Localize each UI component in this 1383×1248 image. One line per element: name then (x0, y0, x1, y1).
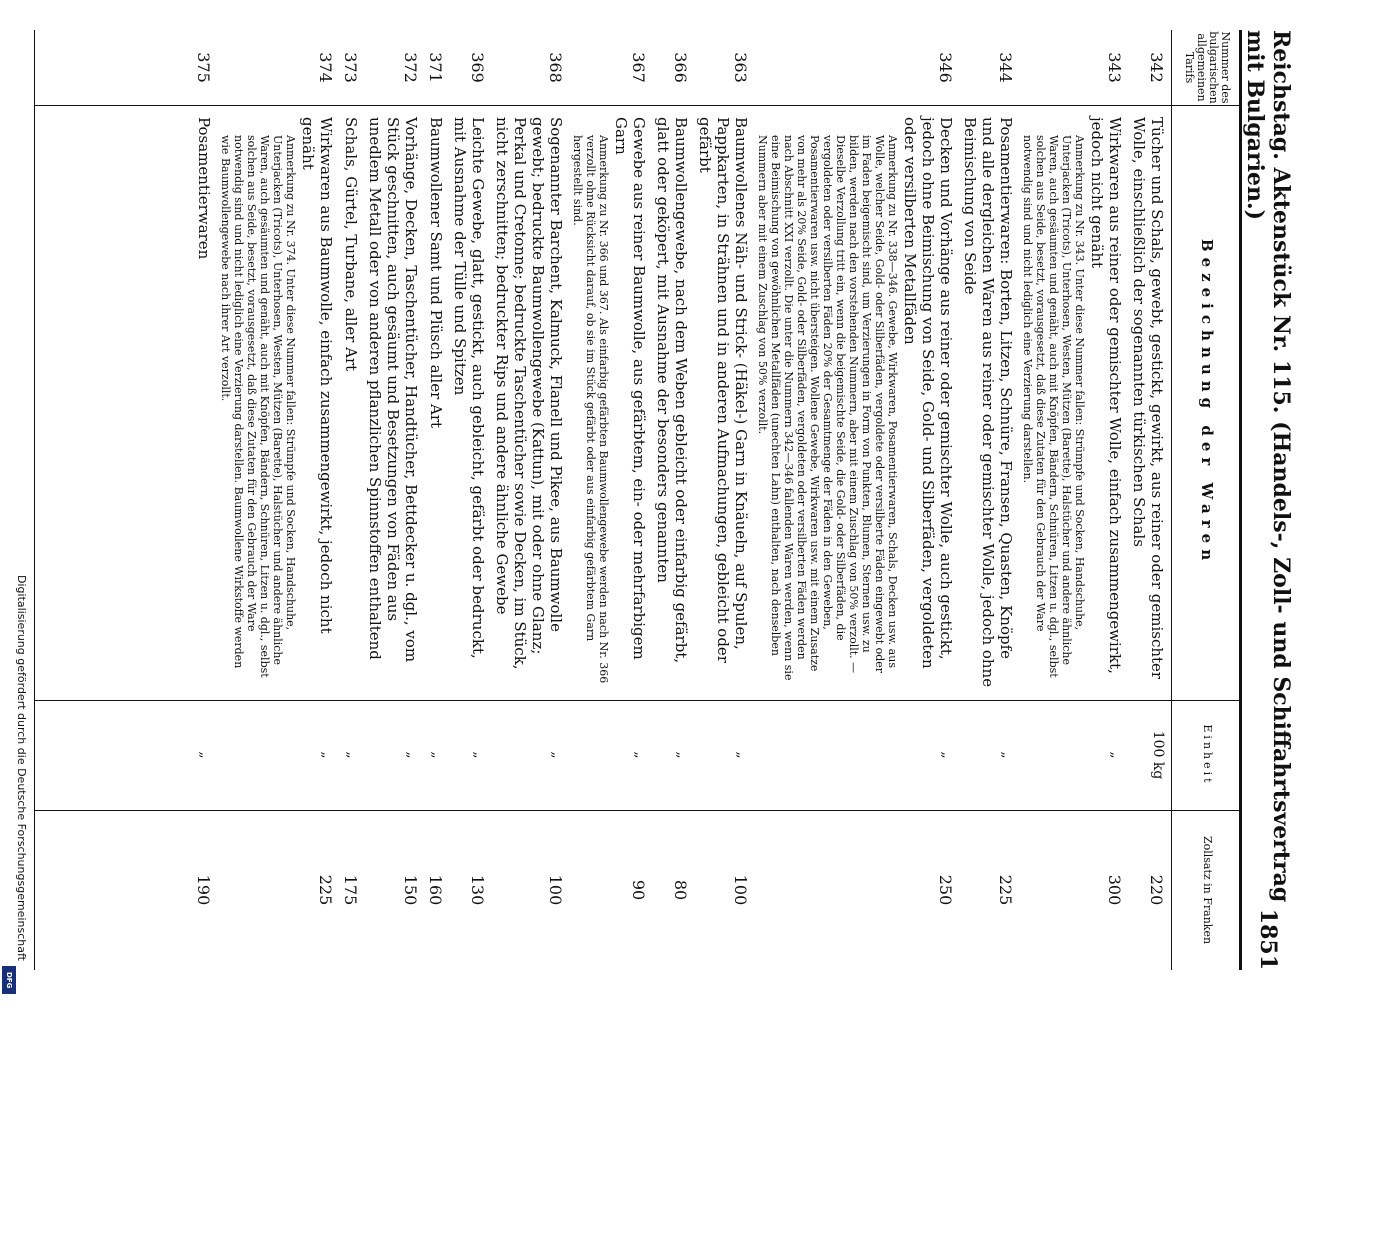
unit: „ (344, 751, 360, 759)
goods-description (219, 105, 335, 700)
page-number: 1851 (1255, 908, 1281, 970)
goods-description (195, 105, 213, 700)
unit: „ (1108, 751, 1124, 759)
unit: „ (197, 751, 213, 759)
table-row (426, 30, 445, 970)
dfg-logo: DFG (2, 966, 16, 994)
row-note: Anmerkung zu Nr. 374. Unter diese Nummer fallen: Strümpfe und Socken, Handschuhe, Unterjacken (Tricots), Unterhosen, Westen, Mützen (Barette), Halstücher und andere ähnliche Waren, auch gesäumten und genäht, auch mit Knöpfen, Bändern, Schnüren, Litzen u. dgl., selbst solchen aus Seide, besetzt, vorausgesetzt, daß diese Zutaten für den Gebrauch der Ware notwendig sind und nicht lediglich eine Verzierung darstellen. Baumwollene Wirkstoffe werden wie Baumwollengewebe nach ihrer Art verzollt. (219, 135, 297, 678)
goods-description-text: Posamentierwaren: Borten, Litzen, Schnüre, Fransen, Quasten, Knöpfe und alle dergleichen Waren aus reiner oder gemischter Wolle, jedoch ohne Beimischung von Seide (961, 117, 1015, 688)
tariff-number: 343 (1105, 52, 1124, 83)
goods-description-text: Gewebe aus reiner Baumwolle, aus gefärbtem, ein- oder mehrfarbigem Garn (612, 117, 648, 660)
table-row (341, 30, 360, 970)
goods-description (654, 105, 690, 700)
document-title: Reichstag. Aktenstück Nr. 115. (Handels-, Zoll- und Schiffahrtsvertrag mit Bulgarien.) (1242, 30, 1294, 903)
goods-description (1021, 105, 1124, 700)
goods-description-text: Decken und Vorhänge aus reiner oder gemischter Wolle, auch gestickt, jedoch ohne Beimischung von Seide, Gold- und Silberfäden, vergoldeten oder versilberten Metallfäden (901, 117, 955, 669)
table-row (366, 30, 420, 970)
duty-rate: 220 (1147, 874, 1166, 906)
row-note: Anmerkung zu Nr. 338—346. Gewebe, Wirkwaren, Posamentierwaren, Schals, Decken usw. aus Wolle, welcher Seide, Gold- oder Silberfäden, vergoldete oder versilberte Fäden eingewebt oder im Faden beigemischt sind, um Verzierungen in Form von Punkten, Blumen, Sternen usw. zu bilden, werden nach den vorstehenden Nummern, aber mit einem Zuschlag von 50% verzollt. — Dieselbe Verzollung tritt ein, wenn die beigemischte Seide, die Gold- oder Silberfäden, die vergoldeten oder versilberten Fäden 20% der Gesamtmenge der Fäden in den Geweben, Posamentierwaren usw. nicht übersteigen. Wollene Gewebe, Wirkwaren usw. mit einem Zusatze von mehr als 20% Seide, Gold- oder Silberfäden, vergoldeten oder versilberten Fäden werden nach Abschnitt XXI verzollt. Die unter die Nummern 342—346 fallenden Waren werden, wenn sie eine Beimischung von gewöhnlichen Metallfäden (unechten Lahn) enthalten, nach denselben Nummern aber mit einem Zuschlag von 50% verzollt. (756, 135, 899, 681)
duty-rate: 300 (1105, 874, 1124, 906)
unit: „ (404, 751, 420, 759)
goods-description (1130, 105, 1166, 700)
duty-rate: 190 (194, 874, 213, 906)
goods-description (571, 105, 648, 700)
goods-description (493, 105, 565, 700)
tariff-number: 367 (629, 52, 648, 83)
unit: „ (734, 751, 750, 759)
tariff-table-body (188, 30, 1166, 970)
goods-description (342, 105, 360, 700)
table-row (219, 30, 335, 970)
table-row (961, 30, 1015, 970)
goods-description-text: Baumwollenes Näh- und Strick- (Häkel-) Garn in Knäueln, auf Spulen, Pappkarten, in Strähnen und in anderen Aufmachungen, gebleicht oder gefärbt (696, 117, 750, 663)
duty-rate: 100 (546, 874, 565, 906)
tariff-number: 372 (401, 52, 420, 83)
duty-rate: 80 (671, 879, 690, 901)
page-header (1242, 30, 1294, 970)
duty-rate: 250 (936, 874, 955, 906)
table-row (571, 30, 648, 970)
row-note: Anmerkung zu Nr. 343. Unter diese Nummer fallen: Strümpfe und Socken, Handschuhe, Unterjacken (Tricots), Unterhosen, Westen, Mützen (Barette), Halstücher und andere ähnliche Waren, auch gesäumten und genäht, auch mit Knöpfen, Bändern, Schnüren, Litzen u. dgl., selbst solchen aus Seide, besetzt, vorausgesetzt, daß diese Zutaten für den Gebrauch der Ware notwendig sind und nicht lediglich eine Verzierung darstellen. (1021, 135, 1086, 678)
row-note: Anmerkung zu Nr. 366 und 367. Als einfarbig gefärbten Baumwollengewebe werden nach Nr. 366 verzollt ohne Rücksicht darauf, ob sie im Stück gefärbt oder aus einfarbig gefärbtem Garn hergestellt sind. (571, 135, 610, 684)
unit: 100 kg (1150, 730, 1166, 780)
column-header-rate: Zollsatz in Franken (1201, 835, 1214, 945)
table-row (654, 30, 690, 970)
goods-description (366, 105, 420, 700)
table-row (756, 30, 955, 970)
duty-rate: 90 (629, 879, 648, 901)
column-header-description: Bezeichnung der Waren (1198, 238, 1216, 567)
tariff-number: 346 (936, 52, 955, 83)
goods-description-text: Baumwollengewebe, nach dem Weben gebleicht oder einfarbig gefärbt, glatt oder geköpert, mit Ausnahme der besonders genannten (654, 117, 690, 664)
digitization-credit: Digitalisierung gefördert durch die Deutsche Forschungsgemeinschaft (15, 575, 28, 961)
column-header-number: Nummer des bulgarischen allgemeinen Tarifs (1183, 31, 1232, 104)
unit: „ (674, 751, 690, 759)
duty-rate: 130 (468, 874, 487, 906)
header-rule (1239, 30, 1242, 970)
goods-description-text: Leichte Gewebe, glatt, gestickt, auch gebleicht, gefärbt oder bedruckt, mit Ausnahme der Tülle und Spitzen (451, 117, 487, 659)
unit: „ (939, 751, 955, 759)
tariff-number: 342 (1147, 52, 1166, 83)
table-row (493, 30, 565, 970)
tariff-number: 373 (341, 52, 360, 83)
goods-description-text: Sogenannter Barchent, Kalmuck, Flanell und Pikee, aus Baumwolle gewebt; bedruckte Baumwollengewebe (Kattun), mit oder ohne Glanz; Perkal und Cretonne; bedruckte Taschentücher sowie Decken, im Stück, nicht zerschnitten; bedruckter Rips und andere ähnliche Gewebe (493, 117, 565, 670)
tariff-number: 344 (996, 52, 1015, 83)
goods-description (427, 105, 445, 700)
goods-description (696, 105, 750, 700)
table-row (1021, 30, 1124, 970)
duty-rate: 225 (316, 874, 335, 906)
goods-description-text: Vorhänge, Decken, Taschentücher, Handtücher, Bettdecker u. dgl., vom Stück geschnitten, auch gesäumt und Besetzungen von Fäden aus unedlem Metall oder von anderen pflanzlichen Spinnstoffen enthaltend (366, 117, 420, 663)
unit: „ (319, 751, 335, 759)
duty-rate: 100 (731, 874, 750, 906)
goods-description-text: Posamentierwaren (195, 117, 213, 260)
goods-description-text: Schals, Gürtel, Turbane, aller Art (342, 117, 360, 372)
duty-rate: 160 (426, 874, 445, 906)
duty-rate: 225 (996, 874, 1015, 906)
goods-description-text: Wirkwaren aus reiner oder gemischter Wolle, einfach zusammengewirkt, jedoch nicht genäht (1088, 117, 1124, 674)
tariff-number: 363 (731, 52, 750, 83)
unit: „ (632, 751, 648, 759)
column-header-rule (1171, 30, 1172, 970)
goods-description-text: Tücher und Schals, gewebt, gestickt, gewirkt, aus reiner oder gemischter Wolle, einschließlich der sogenannten türkischen Schals (1130, 117, 1166, 680)
table-row (451, 30, 487, 970)
tariff-number: 366 (671, 52, 690, 83)
tariff-number: 374 (316, 52, 335, 83)
duty-rate: 150 (401, 874, 420, 906)
tariff-number: 369 (468, 52, 487, 83)
table-row (696, 30, 750, 970)
tariff-number: 371 (426, 52, 445, 83)
column-header-unit: Einheit (1201, 724, 1214, 786)
tariff-number: 368 (546, 52, 565, 83)
goods-description-text: Baumwollener Samt und Plüsch aller Art (427, 117, 445, 429)
goods-description (961, 105, 1015, 700)
unit: „ (429, 751, 445, 759)
unit: „ (471, 751, 487, 759)
table-bottom-rule (34, 30, 35, 970)
goods-description-text: Wirkwaren aus Baumwolle, einfach zusammengewirkt, jedoch nicht genäht (299, 117, 335, 634)
table-row (194, 30, 213, 970)
duty-rate: 175 (341, 874, 360, 906)
goods-description (756, 105, 955, 700)
tariff-number: 375 (194, 52, 213, 83)
unit: „ (549, 751, 565, 759)
table-row (1130, 30, 1166, 970)
unit: „ (999, 751, 1015, 759)
goods-description (451, 105, 487, 700)
